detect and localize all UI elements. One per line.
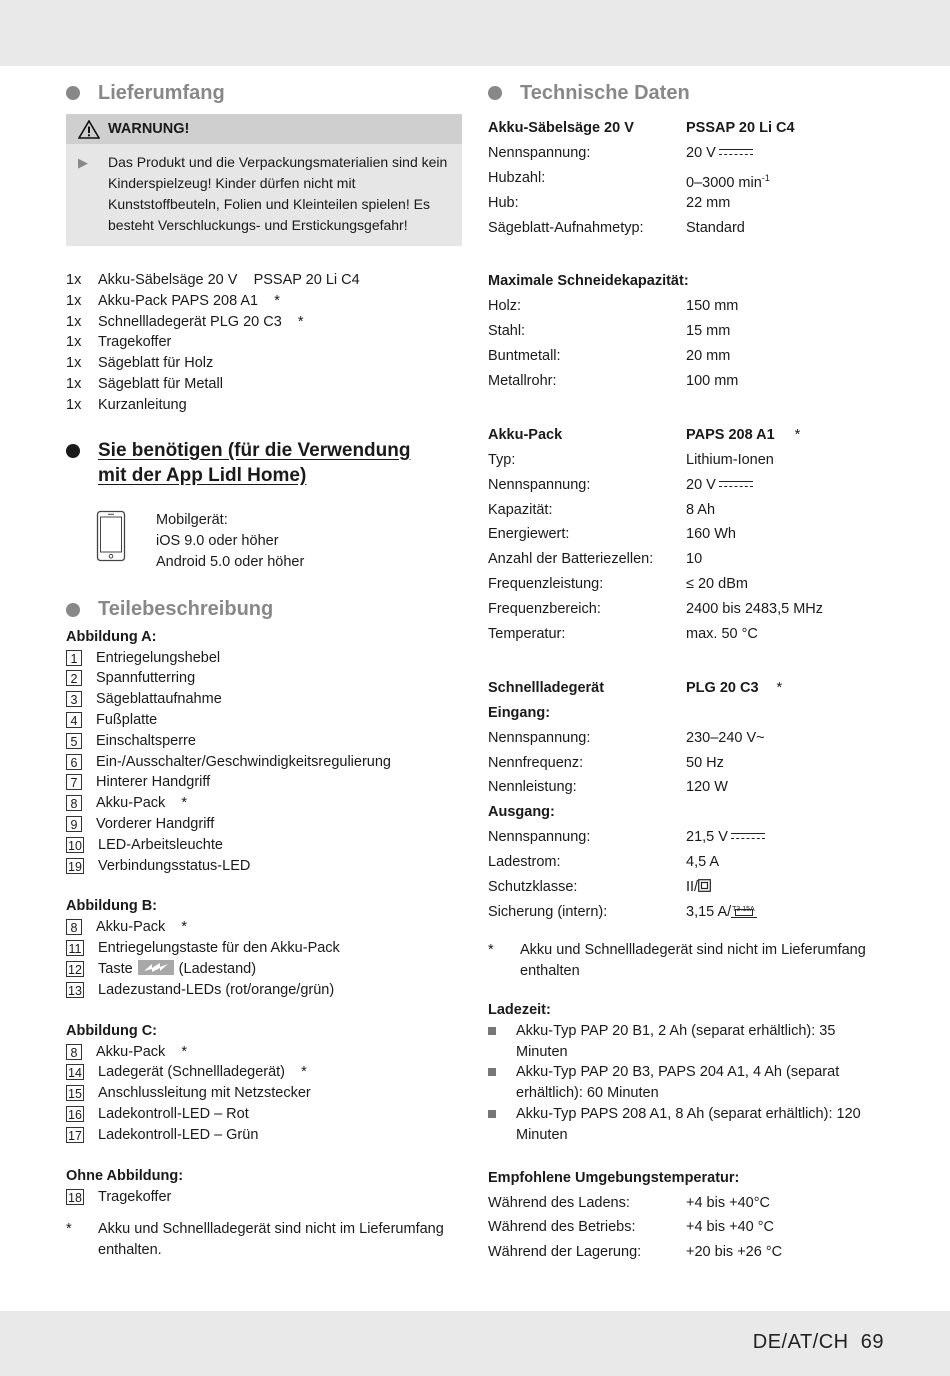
device-requirements <box>66 510 466 573</box>
part-label: Ladekontroll-LED – Grün <box>98 1126 259 1143</box>
delivery-qty: 1x <box>66 375 82 392</box>
spec-key: Schnellladegerät <box>488 679 605 696</box>
delivery-list <box>66 270 466 416</box>
spec-row-header <box>488 423 898 448</box>
part-number: 7 <box>66 774 82 790</box>
part-label: Spannfutterring <box>96 670 196 687</box>
part-number: 17 <box>66 1127 84 1143</box>
spec-row <box>488 547 898 572</box>
requirements-title-line2: mit der App Lidl Home) <box>98 464 307 486</box>
spec-value: 100 mm <box>686 373 739 390</box>
dc-symbol-icon <box>719 149 753 157</box>
spec-value: 120 W <box>686 779 728 796</box>
part-number: 12 <box>66 961 84 977</box>
part-item <box>66 1062 466 1083</box>
spec-value: max. 50 °C <box>686 626 758 643</box>
spec-key: Metallrohr: <box>488 373 557 390</box>
spec-key: Schutzklasse: <box>488 879 578 896</box>
spec-value: II/ <box>686 875 711 900</box>
spec-row <box>488 498 898 523</box>
part-number: 8 <box>66 795 82 811</box>
page-footer <box>753 1331 884 1354</box>
spec-value: 3,15 A/ T3.15A <box>686 900 757 925</box>
spec-value: +4 bis +40°C <box>686 1194 770 1211</box>
spec-key: Nennspannung: <box>488 729 591 746</box>
delivery-label: Akku-Säbelsäge 20 V PSSAP 20 Li C4 <box>98 272 360 288</box>
part-label: Akku-Pack * <box>96 919 188 936</box>
part-label: Ladekontroll-LED – Rot <box>98 1105 249 1122</box>
spec-row <box>488 319 898 344</box>
delivery-label: Sägeblatt für Metall <box>98 375 223 392</box>
part-item <box>66 648 466 669</box>
part-item <box>66 938 466 959</box>
part-number: 8 <box>66 1044 82 1060</box>
requirements-title-line1: Sie benötigen (für die Verwendung <box>98 439 411 461</box>
delivery-item <box>66 291 466 312</box>
parts-group <box>66 896 466 1000</box>
battery-level-button-icon <box>138 960 174 975</box>
spec-key: Nennspannung: <box>488 829 591 846</box>
spec-row <box>488 850 898 875</box>
part-item <box>66 980 466 1001</box>
charging-time-item <box>488 1062 898 1104</box>
spec-row <box>488 1240 898 1265</box>
spec-row <box>488 775 898 800</box>
part-item <box>66 814 466 835</box>
delivery-label: Sägeblatt für Holz <box>98 355 214 372</box>
part-item <box>66 793 466 814</box>
spec-key: Sägeblatt-Aufnahmetyp: <box>488 219 644 236</box>
spec-value: +4 bis +40 °C <box>686 1219 775 1236</box>
spec-row <box>488 825 898 850</box>
play-arrow-icon: ▶ <box>78 155 88 170</box>
spec-charger <box>488 676 898 925</box>
part-item <box>66 856 466 877</box>
part-label: Taste (Ladestand) <box>98 960 257 977</box>
delivery-label: Kurzanleitung <box>98 396 187 413</box>
req-line-1: Mobilgerät: <box>156 511 228 528</box>
spec-value: PLG 20 C3 * <box>686 679 783 696</box>
spec-capacity <box>488 269 898 393</box>
part-number: 4 <box>66 712 82 728</box>
part-number: 10 <box>66 837 84 853</box>
spec-value: 22 mm <box>686 194 731 211</box>
spec-akku <box>488 423 898 647</box>
part-label: Anschlussleitung mit Netzstecker <box>98 1085 311 1102</box>
part-number: 2 <box>66 670 82 686</box>
parts-group <box>66 627 466 877</box>
spec-key: Nennspannung: <box>488 144 591 161</box>
left-column <box>66 80 466 1261</box>
warning-body <box>66 144 462 246</box>
spec-row <box>488 1191 898 1216</box>
spec-row <box>488 900 898 925</box>
spec-row <box>488 473 898 498</box>
charging-time-text: Akku-Typ PAPS 208 A1, 8 Ah (separat erhältlich): 120 Minuten <box>516 1106 861 1143</box>
footnote-text: Akku und Schnellladegerät sind nicht im Lieferumfang enthalten <box>520 941 866 979</box>
spec-value: +20 bis +26 °C <box>686 1244 783 1261</box>
spec-key: Während des Ladens: <box>488 1194 630 1211</box>
delivery-qty: 1x <box>66 396 82 413</box>
spec-row <box>488 294 898 319</box>
spec-row <box>488 1215 898 1240</box>
spec-section-heading: Empfohlene Umgebungstemperatur: <box>488 1169 740 1186</box>
spec-value: Lithium-Ionen <box>686 451 774 468</box>
spec-row-header <box>488 676 898 701</box>
part-number: 8 <box>66 919 82 935</box>
parts-group <box>66 1021 466 1146</box>
spec-section-heading: Maximale Schneidekapazität: <box>488 273 689 290</box>
spec-key: Frequenzbereich: <box>488 601 601 618</box>
part-number: 16 <box>66 1106 84 1122</box>
spec-key: Nennspannung: <box>488 476 591 493</box>
spec-key: Holz: <box>488 298 522 315</box>
spec-value: 160 Wh <box>686 526 736 543</box>
charging-time <box>488 1000 898 1146</box>
section-technische-daten <box>488 80 898 106</box>
delivery-qty: 1x <box>66 355 82 372</box>
part-item <box>66 772 466 793</box>
parts-group <box>66 1166 466 1208</box>
spec-value: 15 mm <box>686 323 731 340</box>
spec-key: Sicherung (intern): <box>488 903 608 920</box>
spec-key: Akku-Pack <box>488 426 563 443</box>
footnote-text: Akku und Schnellladegerät sind nicht im Lieferumfang enthalten. <box>98 1221 444 1259</box>
spec-row <box>488 216 898 241</box>
delivery-qty: 1x <box>66 313 82 330</box>
delivery-item <box>66 395 466 416</box>
spec-key: Stahl: <box>488 323 526 340</box>
square-bullet-icon <box>488 1027 496 1035</box>
part-label: Entriegelungshebel <box>96 649 221 666</box>
part-label: LED-Arbeitsleuchte <box>98 836 223 853</box>
part-label: Verbindungsstatus-LED <box>98 857 251 874</box>
spec-value: 20 mm <box>686 348 731 365</box>
spec-value: 10 <box>686 551 703 568</box>
spec-key: Anzahl der Batteriezellen: <box>488 551 654 568</box>
spec-value: 2400 bis 2483,5 MHz <box>686 601 824 618</box>
spec-key: Nennleistung: <box>488 779 577 796</box>
square-bullet-icon <box>488 1068 496 1076</box>
spec-saw <box>488 116 898 240</box>
delivery-item <box>66 332 466 353</box>
spec-row <box>488 191 898 216</box>
part-label: Sägeblattaufnahme <box>96 691 222 708</box>
protection-class-icon <box>698 879 711 892</box>
delivery-label: Akku-Pack PAPS 208 A1 * <box>98 292 280 309</box>
section-teilebeschreibung <box>66 597 466 623</box>
spec-key: Kapazität: <box>488 501 553 518</box>
req-line-3: Android 5.0 oder höher <box>156 553 305 570</box>
part-number: 19 <box>66 858 84 874</box>
parts-groups <box>66 627 466 1208</box>
part-number: 5 <box>66 733 82 749</box>
spec-value: 150 mm <box>686 298 739 315</box>
part-item <box>66 1104 466 1125</box>
footnote <box>488 940 898 982</box>
spec-key: Buntmetall: <box>488 348 561 365</box>
parts-group-heading: Ohne Abbildung: <box>66 1167 184 1184</box>
spec-value: PAPS 208 A1 * <box>686 426 801 443</box>
part-label: Ein-/Ausschalter/Geschwindigkeitsregulierung <box>96 753 391 770</box>
charging-time-text: Akku-Typ PAP 20 B3, PAPS 204 A1, 4 Ah (separat erhältlich): 60 Minuten <box>516 1064 840 1102</box>
delivery-qty: 1x <box>66 292 82 309</box>
charging-time-item <box>488 1104 898 1146</box>
ambient-temperature <box>488 1166 898 1266</box>
part-item <box>66 917 466 938</box>
spec-row <box>488 751 898 776</box>
spec-row <box>488 166 898 191</box>
bullet-icon <box>66 603 80 617</box>
spec-row <box>488 369 898 394</box>
spec-row <box>488 522 898 547</box>
spec-value: 230–240 V~ <box>686 729 765 746</box>
part-item <box>66 1042 466 1063</box>
part-label: Entriegelungstaste für den Akku-Pack <box>98 940 340 957</box>
spec-value: 21,5 V <box>686 825 765 850</box>
page-number: 69 <box>860 1331 884 1353</box>
spec-value: 4,5 A <box>686 854 720 871</box>
spec-row-header <box>488 116 898 141</box>
warning-text: Das Produkt und die Verpackungsmaterialien sind kein Kinderspielzeug! Kinder dürfen nicht mit Kunststoffbeuteln, Folien und Kleinteilen spielen! Es besteht Verschluckungs- und Erstickungsgefahr! <box>108 154 448 233</box>
spec-value: Standard <box>686 219 745 236</box>
charging-time-text: Akku-Typ PAP 20 B1, 2 Ah (separat erhältlich): 35 Minuten <box>516 1022 836 1060</box>
spec-key: Hub: <box>488 194 519 211</box>
footnote-star: * <box>66 1221 72 1238</box>
part-item <box>66 689 466 710</box>
part-item <box>66 959 466 980</box>
parts-group-heading: Abbildung A: <box>66 628 157 645</box>
bullet-icon <box>488 86 502 100</box>
spec-row <box>488 726 898 751</box>
parts-group-heading: Abbildung C: <box>66 1022 158 1039</box>
spec-key: Nennfrequenz: <box>488 754 584 771</box>
part-label: Fußplatte <box>96 711 158 728</box>
dc-symbol-icon <box>719 481 753 489</box>
part-number: 14 <box>66 1064 84 1080</box>
part-item <box>66 1125 466 1146</box>
part-number: 9 <box>66 816 82 832</box>
part-item <box>66 710 466 731</box>
req-line-2: iOS 9.0 oder höher <box>156 532 279 549</box>
dc-symbol-icon <box>731 833 765 841</box>
part-number: 1 <box>66 650 82 666</box>
spec-key: Temperatur: <box>488 626 566 643</box>
bullet-icon <box>66 86 80 100</box>
warning-title: WARNUNG! <box>108 121 190 137</box>
spec-key: Ladestrom: <box>488 854 561 871</box>
footnote-star: * <box>488 941 494 958</box>
spec-value: 20 V <box>686 473 753 498</box>
spec-key: Frequenzleistung: <box>488 576 604 593</box>
footer-lang: DE/AT/CH <box>752 1331 849 1353</box>
part-number: 6 <box>66 754 82 770</box>
part-label: Vorderer Handgriff <box>96 815 215 832</box>
warning-triangle-icon <box>78 120 100 139</box>
delivery-item <box>66 312 466 333</box>
spec-value: 0–3000 $\min^{-1}$ <box>686 172 770 191</box>
spec-subheading: Ausgang: <box>488 804 555 821</box>
fuse-symbol-icon: T3.15A <box>731 903 757 918</box>
spec-key: Typ: <box>488 451 516 468</box>
part-number: 15 <box>66 1085 84 1101</box>
section-lieferumfang <box>66 80 466 106</box>
delivery-item <box>66 353 466 374</box>
spec-row <box>488 597 898 622</box>
part-item <box>66 752 466 773</box>
top-band <box>0 0 950 66</box>
spec-key: Während des Betriebs: <box>488 1219 636 1236</box>
spec-key: Akku-Säbelsäge 20 V <box>488 120 634 136</box>
section-title: Lieferumfang <box>98 81 225 104</box>
part-label: Hinterer Handgriff <box>96 774 211 791</box>
spec-value: 50 Hz <box>686 754 724 771</box>
footnote <box>66 1219 466 1261</box>
part-label: Ladegerät (Schnellladegerät) * <box>98 1064 307 1081</box>
spec-subheading: Eingang: <box>488 704 551 721</box>
part-number: 11 <box>66 940 84 956</box>
parts-group-heading: Abbildung B: <box>66 898 158 915</box>
part-label: Akku-Pack * <box>96 1043 188 1060</box>
section-requirements <box>66 438 466 488</box>
part-label: Tragekoffer <box>98 1188 172 1205</box>
square-bullet-icon <box>488 1110 496 1118</box>
part-label: Akku-Pack * <box>96 795 188 812</box>
part-number: 13 <box>66 982 84 998</box>
spec-row <box>488 141 898 166</box>
delivery-qty: 1x <box>66 334 82 351</box>
part-number: 3 <box>66 691 82 707</box>
spec-row <box>488 875 898 900</box>
warning-header <box>66 114 462 144</box>
spec-value: PSSAP 20 Li C4 <box>686 120 795 136</box>
spec-value: ≤ 20 dBm <box>686 576 748 593</box>
bullet-icon <box>66 444 80 458</box>
delivery-item <box>66 270 466 291</box>
delivery-item <box>66 374 466 395</box>
charging-time-item <box>488 1021 898 1063</box>
spec-row <box>488 448 898 473</box>
spec-key: Während der Lagerung: <box>488 1244 642 1261</box>
spec-key: Energiewert: <box>488 526 570 543</box>
delivery-label: Schnellladegerät PLG 20 C3 * <box>98 313 304 330</box>
part-label: Einschaltsperre <box>96 732 196 749</box>
delivery-label: Tragekoffer <box>98 334 172 351</box>
part-label: Ladezustand-LEDs (rot/orange/grün) <box>98 981 335 998</box>
spec-row <box>488 572 898 597</box>
section-title: Teilebeschreibung <box>98 598 274 621</box>
right-column <box>488 80 898 1265</box>
spec-value: 20 V <box>686 141 753 166</box>
delivery-qty: 1x <box>66 272 82 288</box>
spec-value: 8 Ah <box>686 501 716 518</box>
part-item <box>66 1187 466 1208</box>
charging-time-heading: Ladezeit: <box>488 1001 551 1018</box>
section-title: Technische Daten <box>520 81 690 104</box>
spec-row <box>488 622 898 647</box>
part-item <box>66 1083 466 1104</box>
spec-row <box>488 344 898 369</box>
warning-box <box>66 114 462 246</box>
part-item <box>66 668 466 689</box>
part-item <box>66 835 466 856</box>
part-item <box>66 731 466 752</box>
part-number: 18 <box>66 1189 84 1205</box>
spec-key: Hubzahl: <box>488 169 546 186</box>
smartphone-icon <box>96 510 126 562</box>
